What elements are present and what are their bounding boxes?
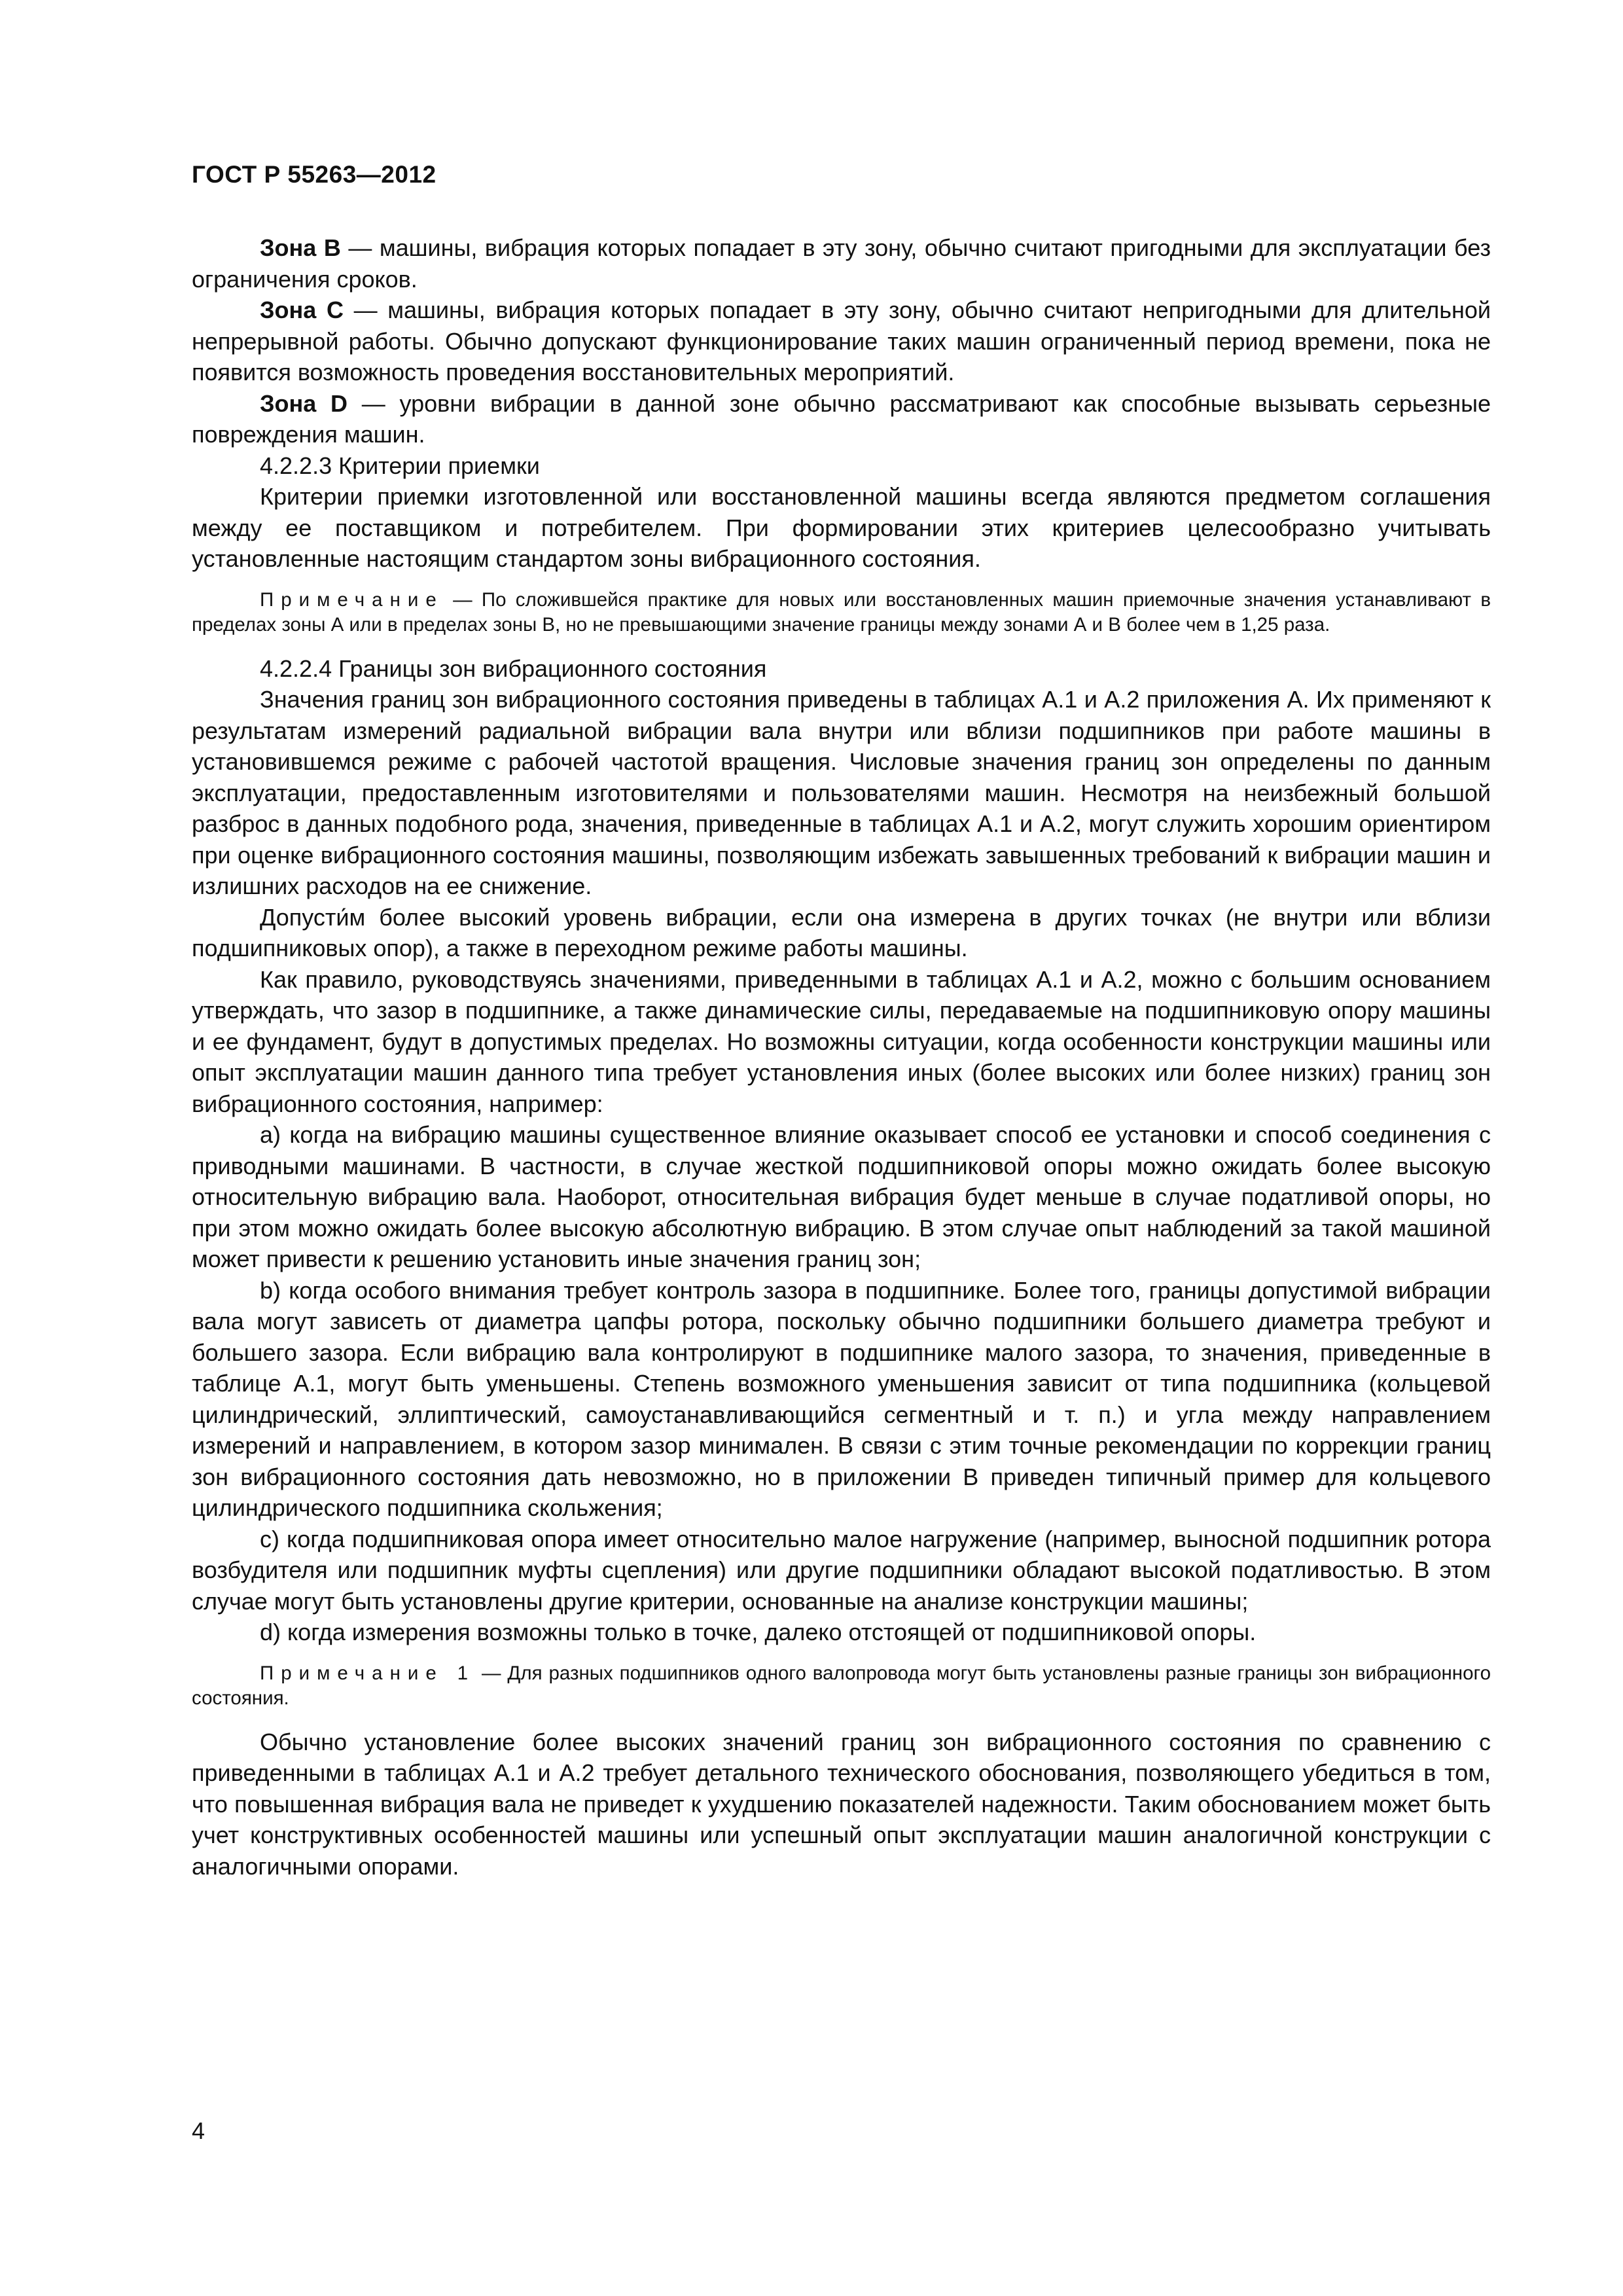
list-item-a: a) когда на вибрацию машины существенное влияние оказывает способ ее установки и способ соединения с приводными машинами. В частности, в случае жесткой подшипниковой опоры можно ожидать более высокую относительную вибрацию вала. Наоборот, относительная вибрация будет меньше в случае податливой опоры, но при этом можно ожидать более высокую абсолютную вибрацию. В этом случае опыт наблюдений за такой машиной может привести к решению установить иные значения границ зон; xyxy=(192,1121,1491,1272)
section-4224-final-paragraph: Обычно установление более высоких значений границ зон вибрационного состояния по сравнению с приведенными в таблицах А.1 и А.2 требует детального технического обоснования, позволяющего убедиться в том, что повышенная вибрация вала не приведет к ухудшению показателей надежности. Таким обоснованием может быть учет конструктивных особенностей машины или успешный опыт эксплуатации машин аналогичной конструкции с аналогичными опорами. xyxy=(192,1728,1491,1880)
document-body xyxy=(192,232,1491,1882)
note-text: — По сложившейся практике для новых или восстановленных машин приемочные значения устанавливают в пределах зоны А или в пределах зоны В, но не превышающими значение границы между зонами А и В более чем в 1,25 раза. xyxy=(192,588,1491,636)
zone-b-text: — машины, вибрация которых попадает в эту зону, обычно считают пригодными для эксплуатации без ограничения сроков. xyxy=(192,234,1491,293)
list-item-b: b) когда особого внимания требует контроль зазора в подшипнике. Более того, границы допустимой вибрации вала могут зависеть от диаметра цапфы ротора, поскольку обычно подшипники большего диаметра требуют и большего зазора. Если вибрацию вала контролируют в подшипнике малого зазора, то значения, приведенные в таблице А.1, могут быть уменьшены. Степень возможного уменьшения зависит от типа подшипника (кольцевой цилиндрический, эллиптический, самоустанавливающийся сегментный и т. п.) и угла между направлением измерений и направлением, в котором зазор минимален. В связи с этим точные рекомендации по коррекции границ зон вибрационного состояния дать невозможно, но в приложении В приведен типичный пример для кольцевого цилиндрического подшипника скольжения; xyxy=(192,1276,1491,1521)
list-item-d: d) когда измерения возможны только в точке, далеко отстоящей от подшипниковой опоры. xyxy=(260,1619,1257,1645)
zone-c-text: — машины, вибрация которых попадает в эту зону, обычно считают непригодными для длительной непрерывной работы. Обычно допускают функционирование таких машин ограниченный период времени, пока не появится возможность проведения восстановительных мероприятий. xyxy=(192,296,1491,386)
note-text: — Для разных подшипников одного валопровода могут быть установлены разные границы зон вибрационного состояния. xyxy=(192,1662,1491,1709)
zone-d-label: Зона D xyxy=(260,389,348,417)
zone-b-label: Зона В xyxy=(260,234,341,261)
page-number: 4 xyxy=(192,2117,205,2144)
section-4223-heading: 4.2.2.3 Критерии приемки xyxy=(260,452,540,479)
note-label: Примечание xyxy=(260,588,444,611)
section-4224-paragraph-1: Значения границ зон вибрационного состояния приведены в таблицах А.1 и А.2 приложения А. Их применяют к результатам измерений радиальной вибрации вала внутри или вблизи подшипников при работе машины в установившемся режиме с рабочей частотой вращения. Числовые значения границ зон определены по данным эксплуатации, предоставленным изготовителями и пользователями машин. Несмотря на неизбежный большой разброс в данных подобного рода, значения, приведенные в таблицах А.1 и А.2, могут служить хорошим ориентиром при оценке вибрационного состояния машины, позволяющим избежать завышенных требований к вибрации машин и излишних расходов на ее снижение. xyxy=(192,686,1491,899)
section-4224-paragraph-3: Как правило, руководствуясь значениями, приведенными в таблицах А.1 и А.2, можно с большим основанием утверждать, что зазор в подшипнике, а также динамические силы, передаваемые на подшипниковую опору машины и ее фундамент, будут в допустимых пределах. Но возможны ситуации, когда особенности конструкции машины или опыт эксплуатации машин данного типа требует установления иных (более высоких или более низких) границ зон вибрационного состояния, например: xyxy=(192,965,1491,1117)
zone-c-paragraph xyxy=(192,295,1491,388)
section-4224-heading: 4.2.2.4 Границы зон вибрационного состояния xyxy=(260,655,767,682)
zone-d-text: — уровни вибрации в данной зоне обычно рассматривают как способные вызывать серьезные повреждения машин. xyxy=(192,389,1491,448)
note-label: Примечание 1 xyxy=(260,1662,476,1684)
section-4223-note xyxy=(192,588,1491,637)
section-4224-paragraph-2: Допусти́м более высокий уровень вибрации, если она измерена в других точках (не внутри или вблизи подшипниковых опор), а также в переходном режиме работы машины. xyxy=(192,903,1491,961)
section-4224-note xyxy=(192,1661,1491,1711)
zone-b-paragraph xyxy=(192,232,1491,295)
list-item-c: c) когда подшипниковая опора имеет относительно малое нагружение (например, выносной подшипник ротора возбудителя или подшипник муфты сцепления) или другие подшипники обладают высокой податливостью. В этом случае могут быть установлены другие критерии, основанные на анализе конструкции машины; xyxy=(192,1525,1491,1615)
section-4223-text: Критерии приемки изготовленной или восстановленной машины всегда являются предметом соглашения между ее поставщиком и потребителем. При формировании этих критериев целесообразно учитывать установленные настоящим стандартом зоны вибрационного состояния. xyxy=(192,483,1491,572)
zone-d-paragraph xyxy=(192,388,1491,450)
document-header: ГОСТ Р 55263—2012 xyxy=(192,161,437,188)
zone-c-label: Зона С xyxy=(260,296,344,323)
